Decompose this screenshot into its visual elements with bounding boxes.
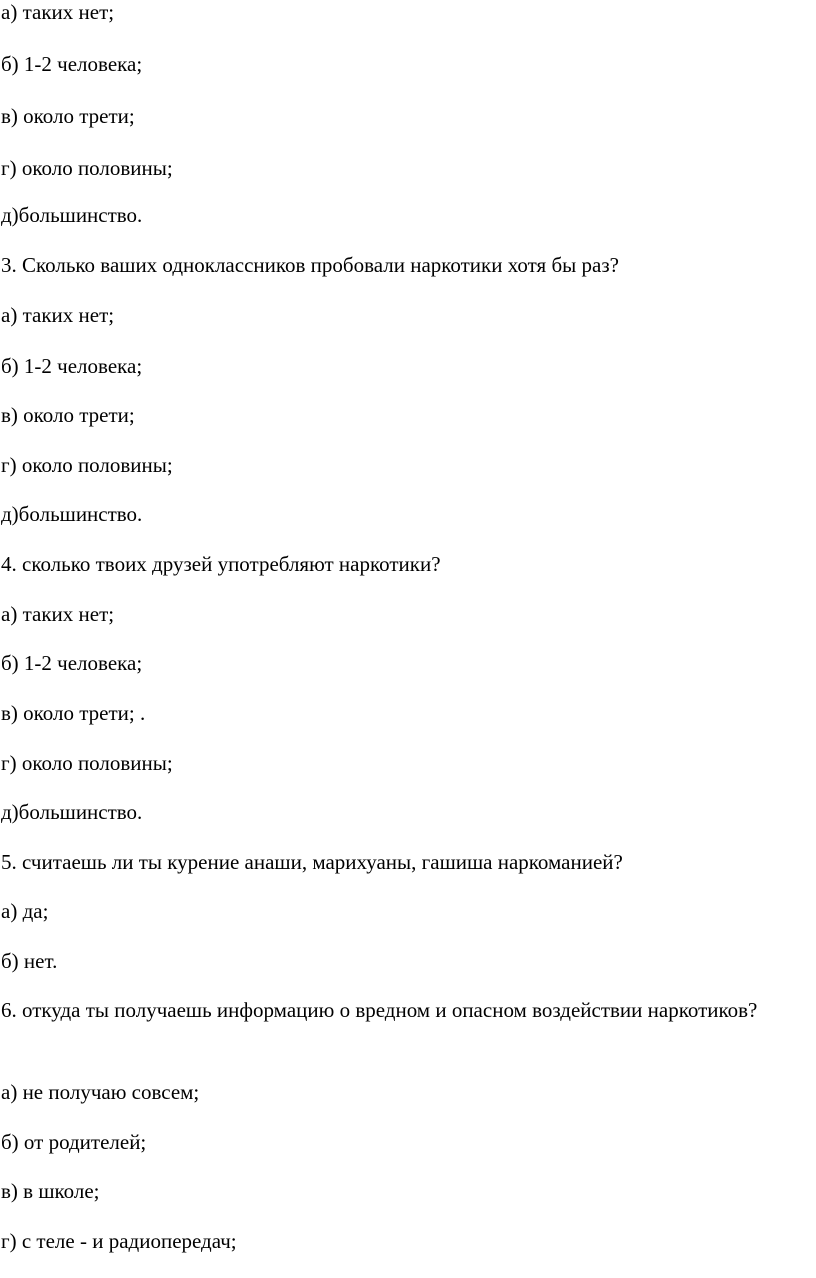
q6-option-b: б) от родителей; — [1, 1130, 147, 1154]
question-6: 6. откуда ты получаешь информацию о вредном и опасном воздействии наркотиков? — [1, 998, 758, 1022]
q2-option-b: б) 1-2 человека; — [1, 52, 143, 76]
q2-option-c: в) около трети; — [1, 104, 135, 128]
q3-option-b: б) 1-2 человека; — [1, 354, 143, 378]
q2-option-a: а) таких нет; — [1, 0, 115, 24]
q2-option-d: г) около половины; — [1, 156, 173, 180]
q5-option-a: а) да; — [1, 899, 49, 923]
q6-option-d: г) с теле - и радиопередач; — [1, 1229, 237, 1253]
q6-option-c: в) в школе; — [1, 1179, 100, 1203]
q3-option-d: г) около половины; — [1, 453, 173, 477]
q2-option-e: д)большинство. — [1, 203, 143, 227]
q3-option-a: а) таких нет; — [1, 303, 115, 327]
q4-option-a: а) таких нет; — [1, 602, 115, 626]
q3-option-e: д)большинство. — [1, 502, 143, 526]
q4-option-e: д)большинство. — [1, 800, 143, 824]
q4-option-c: в) около трети; . — [1, 701, 146, 725]
q4-option-d: г) около половины; — [1, 751, 173, 775]
question-4: 4. сколько твоих друзей употребляют наркотики? — [1, 552, 441, 576]
q5-option-b: б) нет. — [1, 949, 58, 973]
question-3: 3. Сколько ваших одноклассников пробовали наркотики хотя бы раз? — [1, 253, 619, 277]
q6-option-a: а) не получаю совсем; — [1, 1080, 200, 1104]
question-5: 5. считаешь ли ты курение анаши, марихуаны, гашиша наркоманией? — [1, 850, 623, 874]
q3-option-c: в) около трети; — [1, 403, 135, 427]
q4-option-b: б) 1-2 человека; — [1, 651, 143, 675]
